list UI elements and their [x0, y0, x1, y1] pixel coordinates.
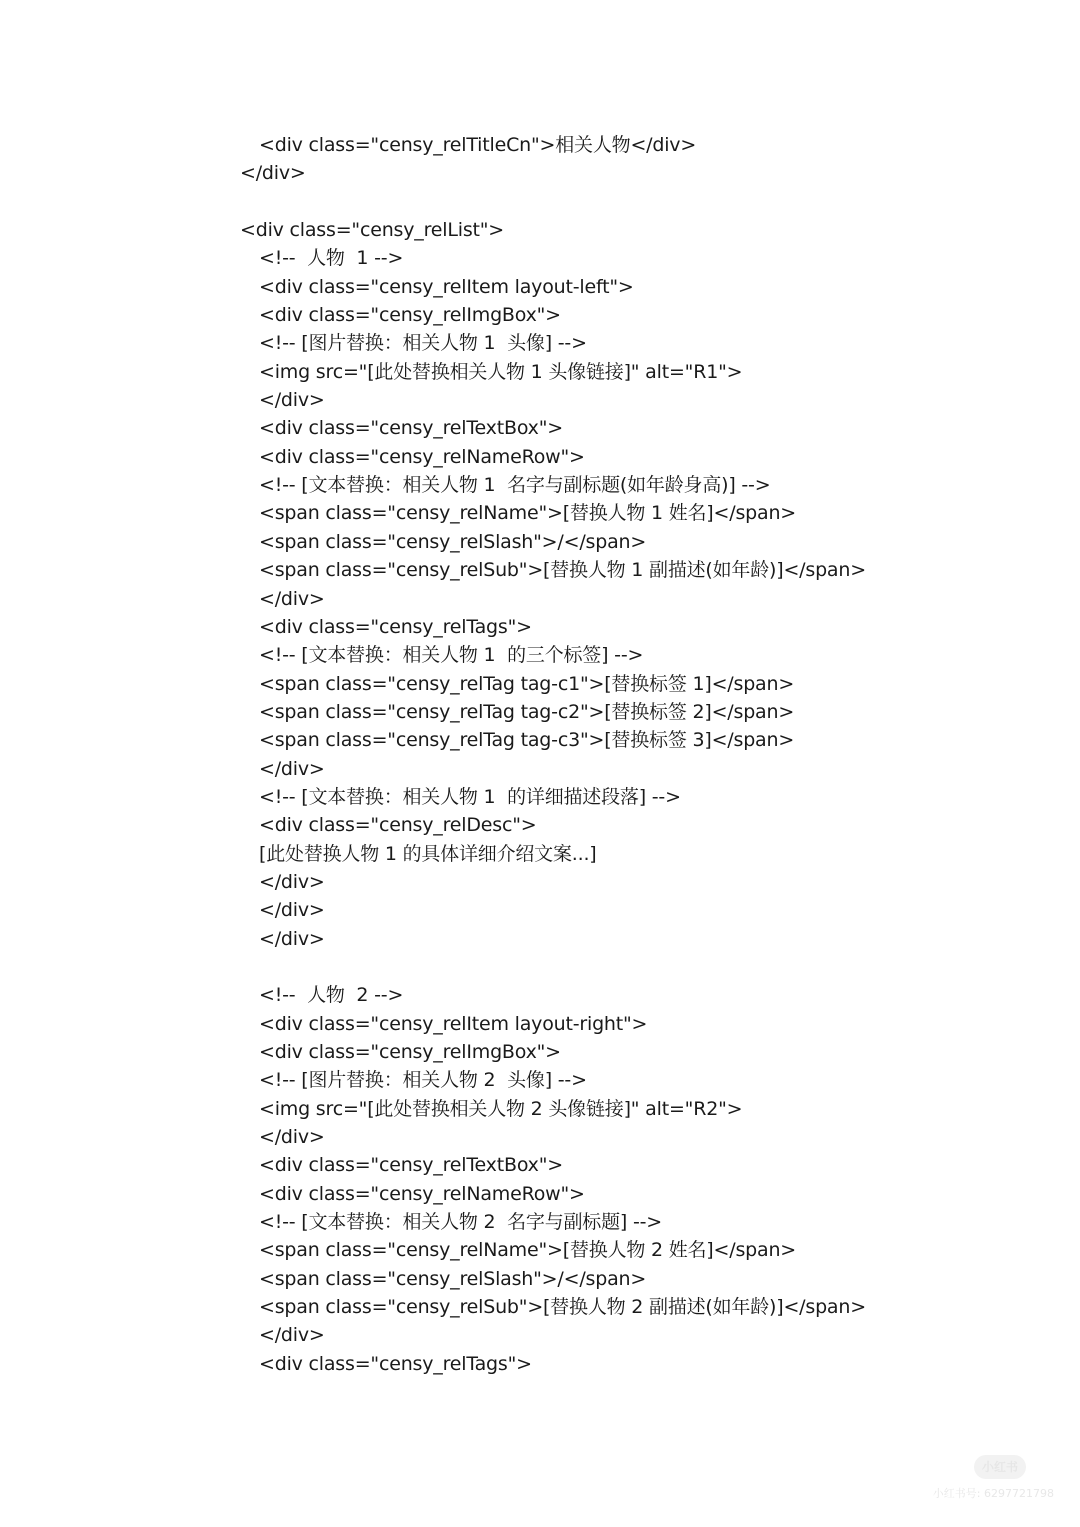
- code-line-text: <div class="censy_relImgBox">: [259, 304, 561, 327]
- code-line-text: <span class="censy_relSub">[替换人物 2 副描述(如年龄)]</span>: [259, 1296, 866, 1319]
- code-line-text: <div class="censy_relItem layout-left">: [259, 275, 634, 298]
- code-line: [0, 131, 1080, 159]
- code-line: [0, 1293, 1080, 1321]
- watermark-id: 小红书号: 6297721798: [932, 1487, 1054, 1500]
- code-line-text: <div class="censy_relItem layout-right">: [259, 1012, 648, 1035]
- code-line: [0, 1236, 1080, 1264]
- code-line: [0, 1350, 1080, 1378]
- code-line-text: <span class="censy_relSlash">/</span>: [259, 530, 647, 553]
- code-line: [0, 1265, 1080, 1293]
- code-line: [0, 1321, 1080, 1349]
- code-line-text: </div>: [259, 389, 325, 412]
- code-line-text: <div class="censy_relTags">: [259, 1352, 532, 1375]
- code-text-block: [0, 131, 1080, 1378]
- code-line-text: <!-- [图片替换：相关人物 2 头像] -->: [259, 1069, 587, 1092]
- code-line-text: <div class="censy_relImgBox">: [259, 1041, 561, 1063]
- code-line-text: <span class="censy_relTag tag-c1">[替换标签 1]</span>: [259, 672, 795, 695]
- code-line: [0, 840, 1080, 868]
- code-line-text: <!-- [文本替换：相关人物 2 名字与副标题] -->: [259, 1211, 662, 1234]
- code-line-text: <div class="censy_relNameRow">: [259, 445, 585, 468]
- code-line-text: </div>: [259, 927, 325, 950]
- code-line: [0, 1151, 1080, 1179]
- code-line: [0, 1180, 1080, 1208]
- code-line: [0, 499, 1080, 527]
- code-line-text: <!-- 人物 2 -->: [259, 984, 404, 1007]
- code-line-text: <!-- [文本替换：相关人物 1 的详细描述段落] -->: [259, 785, 681, 808]
- code-line: [0, 726, 1080, 754]
- blank-line: [0, 953, 1080, 981]
- blank-line: [0, 188, 1080, 216]
- code-line: [0, 443, 1080, 471]
- code-line: [0, 783, 1080, 811]
- code-line: [0, 414, 1080, 442]
- code-line-text: <!-- [文本替换：相关人物 1 的三个标签] -->: [259, 644, 644, 667]
- watermark-logo: 小红书: [974, 1455, 1026, 1479]
- code-line: [0, 981, 1080, 1009]
- code-line: [0, 925, 1080, 953]
- code-line: [0, 896, 1080, 924]
- code-line: [0, 1095, 1080, 1123]
- code-line-text: </div>: [259, 870, 325, 893]
- code-line: [0, 1010, 1080, 1038]
- code-line: [0, 868, 1080, 896]
- code-line-text: <img src="[此处替换相关人物 2 头像链接]" alt="R2">: [259, 1097, 743, 1120]
- code-line-text: </div>: [259, 899, 325, 922]
- code-line-text: <img src="[此处替换相关人物 1 头像链接]" alt="R1">: [259, 360, 743, 383]
- code-line-text: </div>: [259, 587, 325, 610]
- code-line: [0, 811, 1080, 839]
- code-line: [0, 386, 1080, 414]
- code-line-text: </div>: [240, 162, 306, 185]
- code-line: [0, 556, 1080, 584]
- code-line: [0, 159, 1080, 187]
- code-line-text: <div class="censy_relTextBox">: [259, 1154, 563, 1177]
- code-line-text: </div>: [259, 757, 325, 780]
- code-line: [0, 358, 1080, 386]
- code-line: [0, 585, 1080, 613]
- code-line: [0, 1038, 1080, 1066]
- code-line: [0, 698, 1080, 726]
- code-line: [0, 670, 1080, 698]
- code-line-text: <span class="censy_relTag tag-c2">[替换标签 2]</span>: [259, 700, 795, 723]
- code-line-text: </div>: [259, 1324, 325, 1347]
- code-line: [0, 273, 1080, 301]
- code-line: [0, 216, 1080, 244]
- code-line-text: </div>: [259, 1126, 325, 1149]
- code-line: [0, 1208, 1080, 1236]
- code-line-text: <span class="censy_relTag tag-c3">[替换标签 3]</span>: [259, 729, 795, 752]
- code-line: [0, 471, 1080, 499]
- code-line-text: <!-- 人物 1 -->: [259, 247, 404, 270]
- code-line: [0, 641, 1080, 669]
- code-line-text: <span class="censy_relName">[替换人物 1 姓名]</span>: [259, 502, 797, 525]
- code-line-text: <div class="censy_relNameRow">: [259, 1182, 585, 1205]
- code-line-text: <div class="censy_relList">: [240, 219, 505, 242]
- code-line: [0, 755, 1080, 783]
- code-line: [0, 1066, 1080, 1094]
- code-line-text: <div class="censy_relDesc">: [259, 814, 537, 837]
- code-line: [0, 301, 1080, 329]
- code-line-text: <div class="censy_relTags">: [259, 615, 532, 638]
- code-line: [0, 528, 1080, 556]
- code-line: [0, 244, 1080, 272]
- code-line-text: <!-- [文本替换：相关人物 1 名字与副标题(如年龄身高)] -->: [259, 474, 771, 497]
- code-line-text: <div class="censy_relTitleCn">相关人物</div>: [259, 134, 697, 156]
- code-line: [0, 1123, 1080, 1151]
- code-line-text: <span class="censy_relSlash">/</span>: [259, 1267, 647, 1290]
- code-line-text: <!-- [图片替换：相关人物 1 头像] -->: [259, 332, 587, 355]
- watermark: [914, 1455, 1054, 1505]
- code-line-text: <div class="censy_relTextBox">: [259, 417, 563, 440]
- code-line: [0, 613, 1080, 641]
- code-line-text: <span class="censy_relName">[替换人物 2 姓名]</span>: [259, 1239, 797, 1262]
- code-line-text: [此处替换人物 1 的具体详细介绍文案...]: [259, 842, 597, 865]
- code-line-text: <span class="censy_relSub">[替换人物 1 副描述(如年龄)]</span>: [259, 559, 866, 582]
- code-line: [0, 329, 1080, 357]
